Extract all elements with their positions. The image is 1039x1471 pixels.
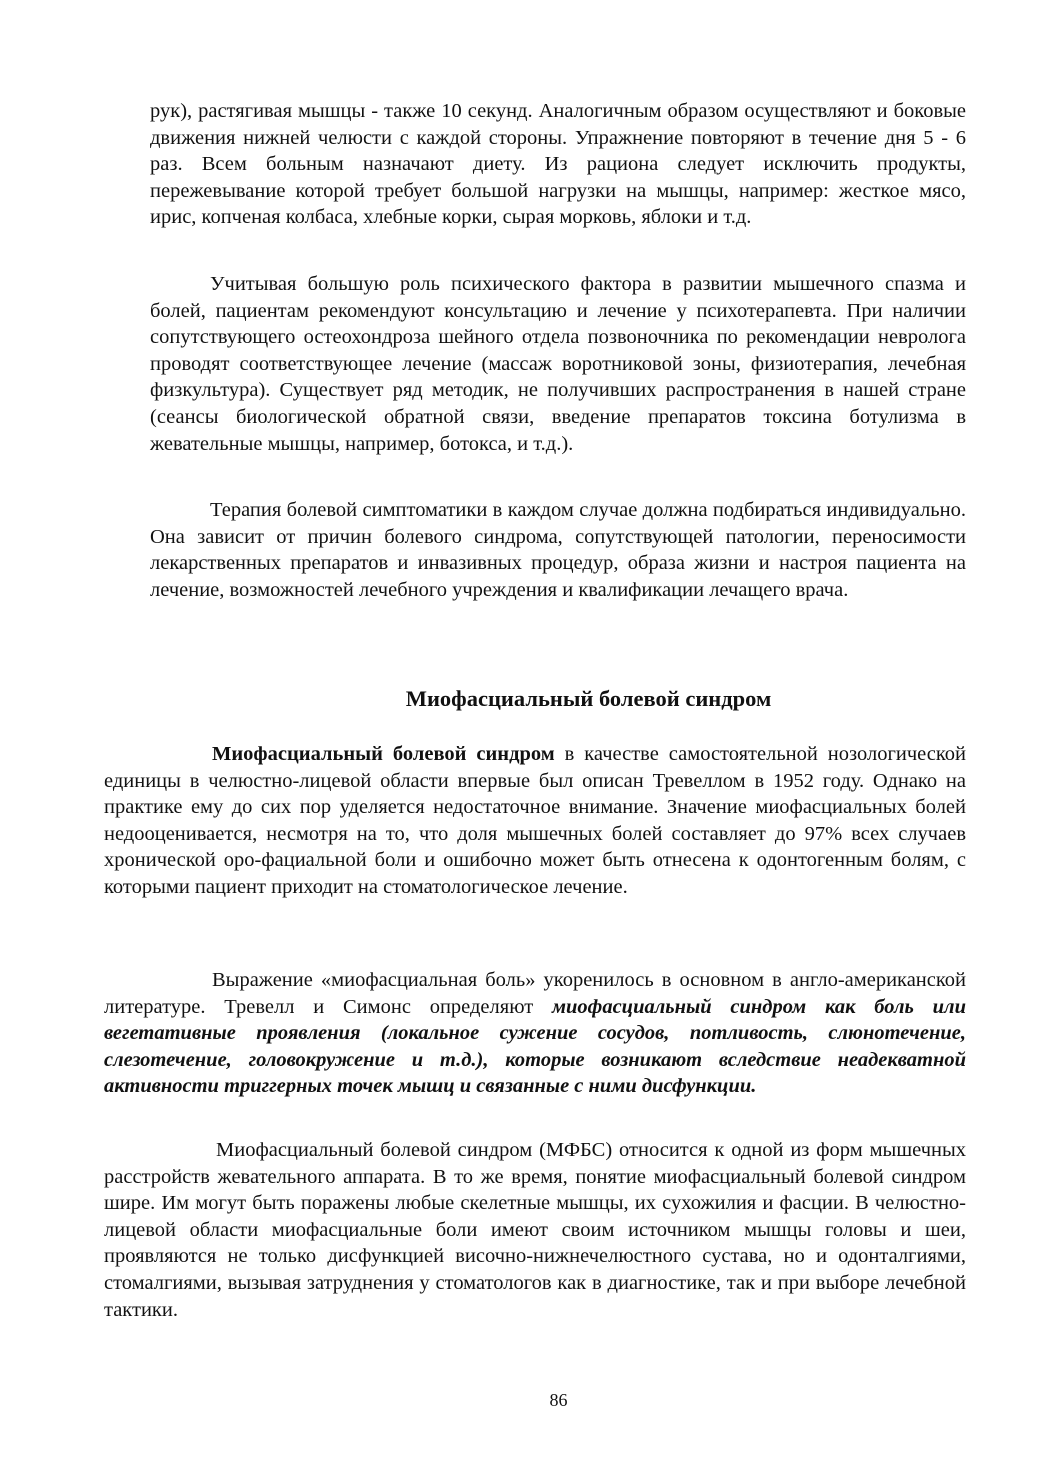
intro-bold-term: Миофасциальный болевой синдром [212, 743, 555, 765]
paragraph-mfbs: Миофасциальный болевой синдром (МФБС) относится к одной из форм мышечных расстройств жевательного аппарата. В то же время, понятие миофасциальный болевой синдром шире. Им могут быть поражены любые скелетные мышцы, их сухожилия и фасции. В челюстно-лицевой области миофасциальные боли имеют своим источником мышцы головы и шеи, проявляются не только дисфункцией височно-нижнечелюстного сустава, но и одонталгиями, стомалгиями, вызывая затруднения у стоматологов как в диагностике, так и при выборе лечебной тактики. [104, 1139, 966, 1321]
intro-text: в качестве самостоятельной нозологической единицы в челюстно-лицевой области впервые был описан Тревеллом в 1952 году. Однако на практике ему до сих пор уделяется недостаточное внимание. Значение миофасциальных болей недооценивается, несмотря на то, что доля мышечных болей составляет до 97% всех случаев хронической оро-фациальной боли и ошибочно может быть отнесена к одонтогенным болям, с которыми пациент приходит на стоматологическое лечение. [104, 743, 966, 898]
definition-bold-italic: миофасциальный синдром как боль или вегетативные проявления (локальное сужение сосудов, потливость, слюнотечение, слезотечение, головокружение и т.д.), которые возникают вследствие неадекватной активности триггерных точек мышц и связанные с ними дисфункции. [104, 995, 966, 1098]
definition-text: Выражение «миофасциальная боль» укоренилось в основном в англо-американской литературе. Тревелл и Симонс определяют [104, 969, 966, 1018]
paragraph-exercise-diet: рук), растягивая мышцы - также 10 секунд. Аналогичным образом осуществляют и боковые движения нижней челюсти с каждой стороны. Упражнение повторяют в течение дня 5 - 6 раз. Всем больным назначают диету. Из рациона следует исключить продукты, пережевывание которой требует большой нагрузки на мышцы, например: жесткое мясо, ирис, копченая колбаса, хлебные корки, сырая морковь, яблоки и т.д. [150, 100, 966, 229]
page-number: 86 [549, 1390, 568, 1410]
paragraph-pain-therapy: Терапия болевой симптоматики в каждом случае должна подбираться индивидуально. Она зависит от причин болевого синдрома, сопутствующей патологии, переносимости лекарственных препаратов и инвазивных процедур, образа жизни и настроя пациента на лечение, возможностей лечебного учреждения и квалификации лечащего врача. [150, 499, 966, 601]
section-title: Миофасциальный болевой синдром [405, 686, 772, 711]
paragraph-psychotherapy: Учитывая большую роль психического фактора в развитии мышечного спазма и болей, пациентам рекомендуют консультацию и лечение у психотерапевта. При наличии сопутствующего остеохондроза шейного отдела позвоночника по рекомендации невролога проводят соответствующее лечение (массаж воротниковой зоны, физиотерапия, лечебная физкультура). Существует ряд методик, не получивших распространения в нашей стране (сеансы биологической обратной связи, введение препаратов токсина ботулизма в жевательные мышцы, например, ботокса, и т.д.). [150, 273, 966, 455]
paragraph-definition [104, 967, 966, 1100]
paragraph-intro [104, 741, 966, 901]
